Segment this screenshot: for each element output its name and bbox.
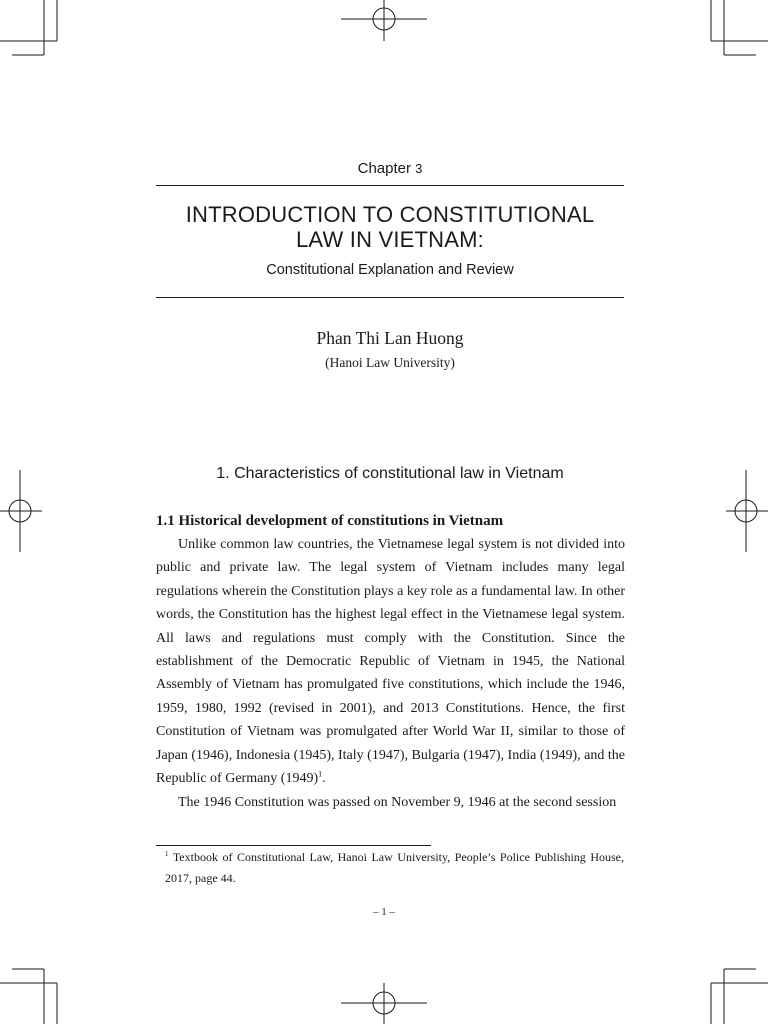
chapter-title-line-2: LAW IN VIETNAM: (296, 227, 484, 252)
author-name: Phan Thi Lan Huong (316, 328, 464, 348)
chapter-word: Chapter (357, 160, 411, 177)
paragraph-1-text: Unlike common law countries, the Vietnamese legal system is not divided into public and private law. The legal system of Vietnam includes many legal regulations wherein the Constitution plays a key role as a fundamental law. In other words, the Constitution has the highest legal effect in the Vietnamese legal system. All laws and regulations must comply with the Constitution. Since the establishment of the Democratic Republic of Vietnam in 1945, the National Assembly of Vietnam has promulgated five constitutions, which include the 1946, 1959, 1980, 1992 (revised in 2001), and 2013 Constitutions. Hence, the first Constitution of Vietnam was promulgated after World War II, similar to those of Japan (1946), Indonesia (1945), Italy (1947), Bulgaria (1947), India (1949), and the Republic of Germany (1949) (156, 537, 625, 787)
registration-mark-left (0, 470, 42, 552)
registration-mark-top (341, 0, 427, 41)
footnote-text: Textbook of Constitutional Law, Hanoi Law University, People’s Police Publishing House, 2017, page 44. (165, 850, 624, 885)
footnote (165, 847, 624, 889)
crop-mark-top-left (0, 0, 57, 55)
chapter-subtitle: Constitutional Explanation and Review (266, 262, 514, 278)
section-heading: 1. Characteristics of constitutional law in Vietnam (216, 465, 564, 482)
page-number: – 1 – (373, 906, 395, 918)
title-rule-bottom (156, 297, 624, 298)
footnote-rule (156, 845, 431, 846)
paragraph-1-end: . (322, 771, 326, 787)
footnote-marker: 1 (165, 850, 169, 858)
body-paragraph-1 (156, 533, 625, 790)
chapter-number: 3 (415, 161, 423, 176)
chapter-title-line-1: INTRODUCTION TO CONSTITUTIONAL (185, 202, 595, 227)
registration-mark-bottom (341, 983, 427, 1024)
chapter-title (156, 202, 624, 252)
crop-mark-bottom-right (711, 969, 768, 1024)
body-paragraph-2: The 1946 Constitution was passed on November 9, 1946 at the second session (178, 795, 617, 810)
registration-mark-right (726, 470, 768, 552)
title-rule-top (156, 185, 624, 186)
footnote-reference: 1 (318, 769, 323, 779)
crop-mark-bottom-left (0, 969, 57, 1024)
crop-mark-top-right (711, 0, 768, 55)
chapter-label (156, 160, 624, 177)
author-affiliation: (Hanoi Law University) (325, 355, 455, 370)
subsection-heading: 1.1 Historical development of constitutions in Vietnam (156, 513, 504, 529)
